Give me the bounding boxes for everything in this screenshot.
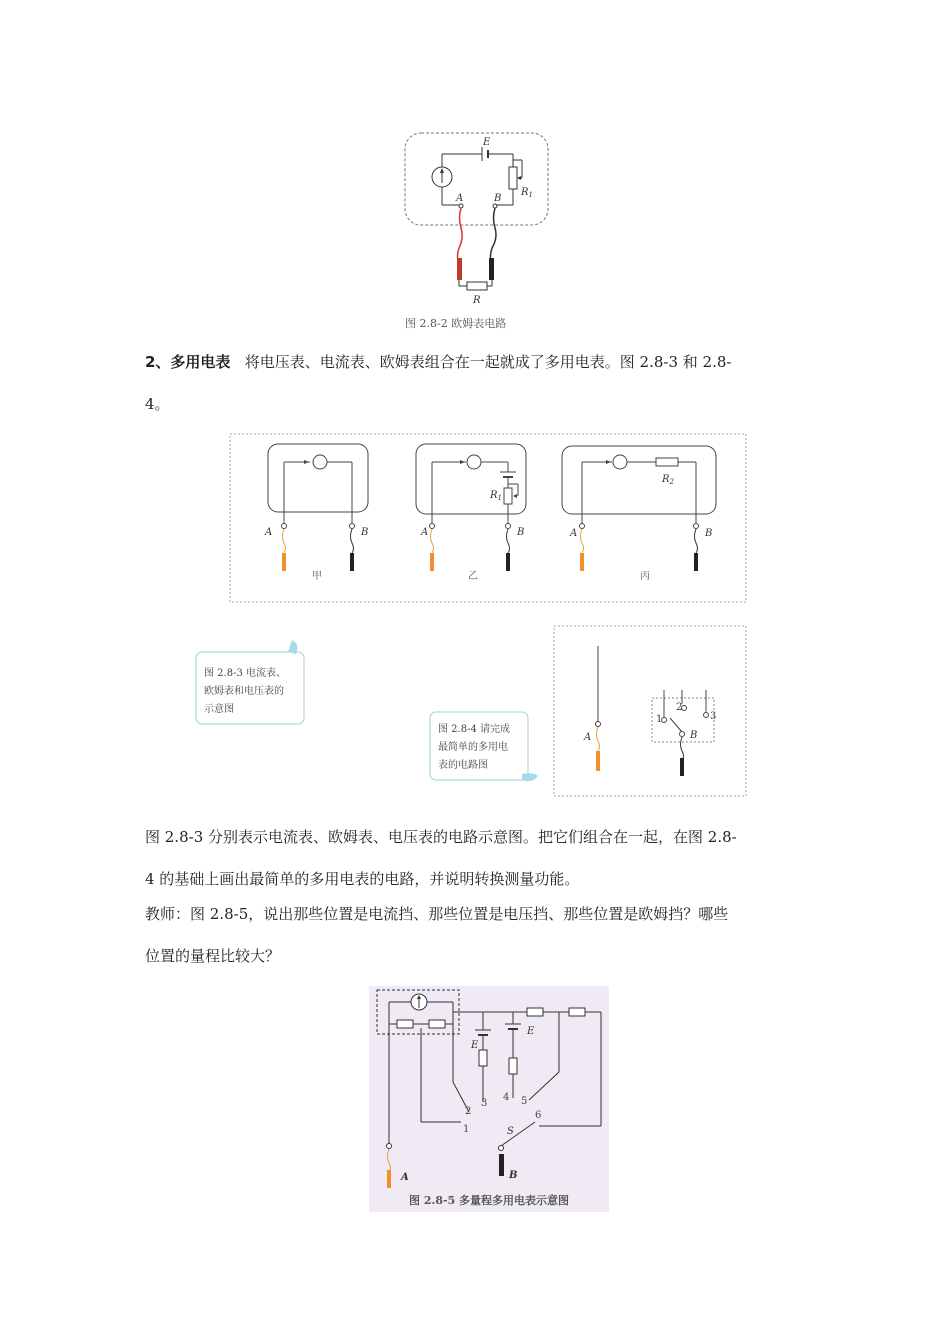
- svg-text:2: 2: [465, 1106, 472, 1117]
- svg-text:欧姆表和电压表的: 欧姆表和电压表的: [204, 686, 284, 697]
- svg-text:B: B: [517, 527, 525, 538]
- svg-text:S: S: [507, 1126, 514, 1137]
- section-paragraph: [145, 352, 813, 372]
- lead-a: [458, 208, 463, 263]
- panel-label-jia: 甲: [312, 571, 322, 582]
- rheostat-r1: [509, 167, 517, 189]
- svg-text:5: 5: [521, 1096, 528, 1107]
- terminal-b: [493, 204, 497, 208]
- figure-2-8-2: [395, 125, 565, 335]
- resistor-r2: [656, 458, 678, 466]
- resistor-r: [467, 282, 487, 290]
- svg-text:A: A: [401, 1172, 409, 1183]
- svg-text:示意图: 示意图: [204, 704, 234, 715]
- figure-caption: 图 2.8-2 欧姆表电路: [405, 317, 507, 330]
- note-figure-2-8-4: [426, 708, 546, 798]
- panel-label-yi: 乙: [468, 571, 478, 582]
- label-a: A: [456, 193, 464, 204]
- svg-text:A: A: [584, 732, 592, 743]
- svg-text:A: A: [570, 528, 578, 539]
- section-heading: 2、多用电表: [145, 353, 231, 371]
- panel-ammeter: [264, 444, 368, 582]
- svg-text:2: 2: [676, 702, 683, 713]
- section-paragraph-cont: 4。: [145, 395, 170, 413]
- svg-text:最简单的多用电: 最简单的多用电: [438, 742, 508, 753]
- paragraph-line-3: 教师：图 2.8-5，说出那些位置是电流挡、那些位置是电压挡、那些位置是欧姆挡？哪些: [145, 905, 729, 923]
- rheostat-icon: [504, 488, 512, 504]
- svg-text:3: 3: [710, 711, 717, 722]
- svg-text:A: A: [421, 527, 429, 538]
- terminal-a: [596, 722, 601, 727]
- label-r: R: [473, 295, 481, 306]
- svg-text:图 2.8-3 电流表、: 图 2.8-3 电流表、: [204, 668, 287, 679]
- figure-2-8-3: [228, 432, 750, 607]
- svg-text:R1: $R_1$: [490, 490, 502, 502]
- svg-text:1: 1: [656, 714, 663, 725]
- probe-red: [457, 258, 462, 280]
- svg-text:R2: $R_2$: [662, 474, 674, 486]
- svg-text:表的电路图: 表的电路图: [438, 760, 488, 771]
- lead-b: [491, 208, 497, 263]
- svg-text:B: B: [361, 527, 369, 538]
- svg-text:E: E: [527, 1026, 535, 1037]
- svg-text:图 2.8-4 请完成: 图 2.8-4 请完成: [438, 724, 511, 735]
- paragraph-line-2: 4 的基础上画出最简单的多用电表的电路，并说明转换测量功能。: [145, 870, 580, 888]
- svg-text:4: 4: [503, 1092, 510, 1103]
- meter-icon: [467, 455, 481, 469]
- note-figure-2-8-3: [192, 636, 312, 728]
- svg-text:B: B: [705, 528, 713, 539]
- paragraph-line-1: 图 2.8-3 分别表示电流表、欧姆表、电压表的电路示意图。把它们组合在一起，在图 2.8-: [145, 828, 737, 846]
- paragraph-line-4: 位置的量程比较大？: [145, 947, 281, 965]
- pin-icon: [522, 773, 538, 781]
- dashed-box: [405, 133, 548, 225]
- label-b: B: [494, 193, 502, 204]
- svg-text:3: 3: [481, 1098, 488, 1109]
- switch-blade: [670, 718, 682, 732]
- terminal-a: [459, 204, 463, 208]
- figure-2-8-5: [369, 986, 609, 1212]
- panel-voltmeter: [562, 446, 716, 582]
- meter-icon: [313, 455, 327, 469]
- figure-2-8-4: [552, 624, 750, 800]
- panel-label-bing: 丙: [640, 571, 650, 582]
- svg-text:6: 6: [535, 1110, 542, 1121]
- section-text: 将电压表、电流表、欧姆表组合在一起就成了多用电表。图 2.8-3 和 2.8-: [244, 353, 732, 371]
- pin-icon: [288, 640, 297, 654]
- figure-caption: 图 2.8-5 多量程多用电表示意图: [409, 1194, 570, 1207]
- svg-text:A: A: [265, 527, 273, 538]
- svg-text:B: B: [509, 1170, 518, 1181]
- panel-ohmmeter: [416, 444, 526, 582]
- svg-text:B: B: [690, 730, 698, 741]
- meter-icon: [613, 455, 627, 469]
- probe-black: [489, 258, 494, 280]
- svg-text:1: 1: [463, 1124, 470, 1135]
- svg-text:E: E: [471, 1040, 479, 1051]
- label-e: E: [483, 137, 491, 148]
- label-r1: $R_1$: [521, 187, 533, 199]
